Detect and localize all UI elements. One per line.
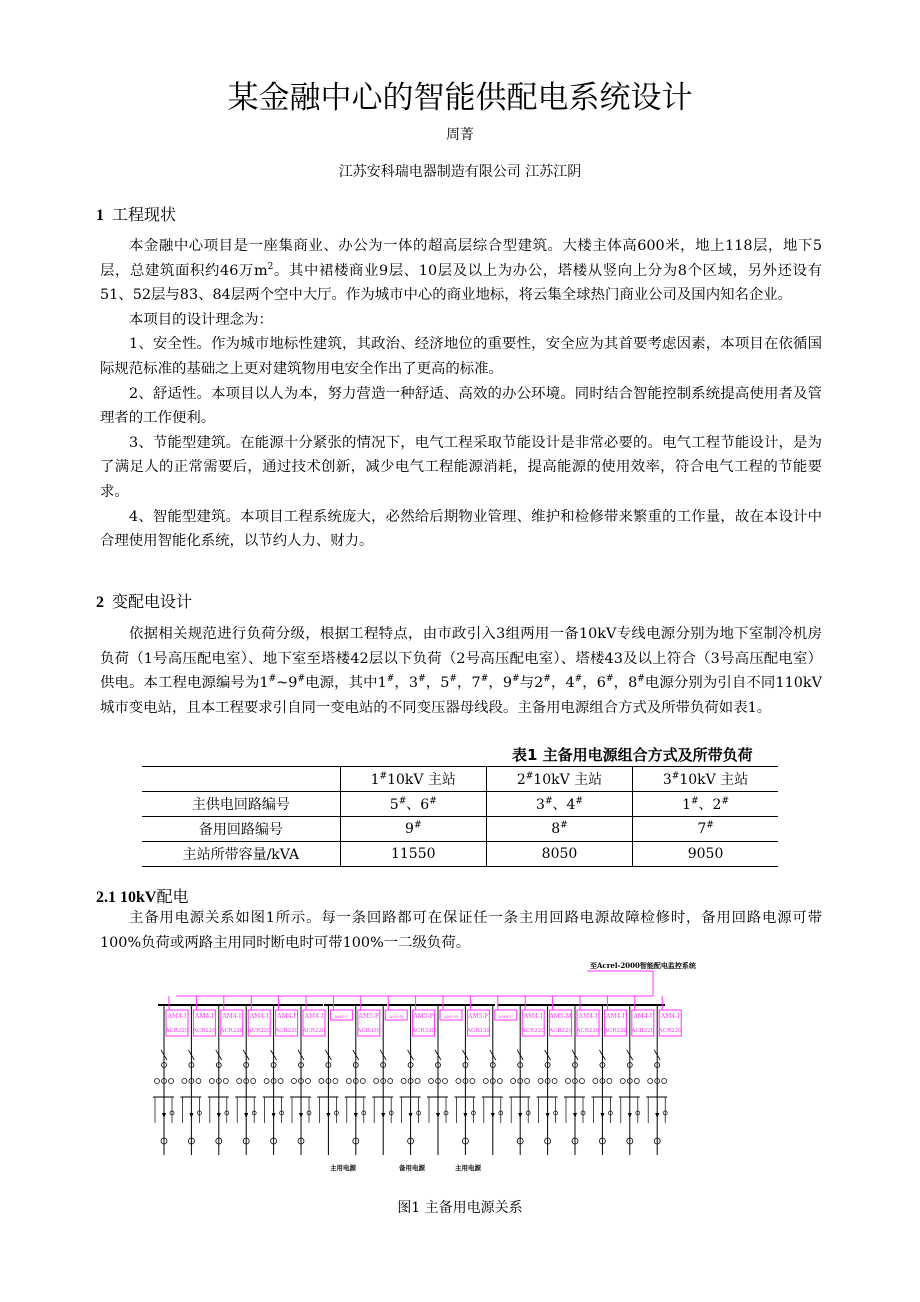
table-header: 1#10kV 主站 [340, 767, 486, 792]
ct-symbol [196, 1079, 201, 1084]
ct-symbol [511, 1079, 516, 1084]
arrester-symbol [326, 1113, 330, 1118]
paragraph [100, 234, 822, 308]
table-cell: 1#、2# [633, 792, 778, 817]
paragraph [100, 622, 822, 720]
arrester-symbol [299, 1113, 303, 1118]
table-cell: 9# [340, 817, 486, 842]
meter-model: ACR220 [576, 1028, 600, 1034]
arrester-symbol [189, 1113, 193, 1118]
arrester-symbol [628, 1113, 632, 1118]
table-cell: 7# [633, 817, 778, 842]
ct-symbol [470, 1079, 475, 1084]
section-2-body [100, 622, 822, 720]
paragraph: 3、节能型建筑。在能源十分紧张的情况下，电气工程采取节能设计是非常必要的。电气工程节能设计，是为了满足人的正常需要后，通过技术创新，减少电气工程能源消耗，提高能源的使用效率，符合电气工程的节能要求。 [100, 434, 822, 500]
ct-symbol [607, 1079, 612, 1084]
section-number: 2.1 10kV [96, 889, 157, 906]
table-header: 2#10kV 主站 [486, 767, 632, 792]
sup: # [449, 674, 457, 685]
sup: # [418, 674, 426, 685]
table-cell: 9050 [633, 842, 778, 867]
meter-model: AM5-F [413, 1013, 434, 1020]
table-row [142, 817, 778, 842]
table-cell: 11550 [340, 842, 486, 867]
table-cell: 主供电回路编号 [142, 792, 340, 817]
text: ，3 [394, 675, 419, 692]
arrester-symbol [546, 1113, 550, 1118]
table-caption: 表1 主备用电源组合方式及所带负荷 [512, 746, 753, 764]
text: ，4 [550, 675, 575, 692]
section-2-1-body [100, 906, 822, 955]
ct-symbol [497, 1079, 502, 1084]
text: 。其中裙楼商业9层、10层及以上为办公，塔楼从竖向上分为8个区域，另外还设有51、52层与83、84层两个空中大厅。作为城市中心的商业地标，将云集全球热门商业公司及国内知名企业。 [100, 262, 822, 304]
sup: # [605, 674, 614, 685]
table-cell: 8050 [486, 842, 632, 867]
meter-model: ACR220 [631, 1028, 655, 1034]
sup: # [574, 674, 583, 685]
arrester-symbol [381, 1113, 385, 1118]
text: ，6 [582, 675, 606, 692]
sup: # [512, 674, 520, 685]
source-label: 备用电源 [399, 1164, 425, 1172]
section-number: 1 [96, 207, 104, 224]
ct-symbol [648, 1079, 653, 1084]
ct-symbol [620, 1079, 625, 1084]
meter-model: AM5-M [549, 1013, 572, 1020]
meter-model: ACR330 [412, 1028, 436, 1034]
arrester-symbol [244, 1113, 248, 1118]
ct-symbol [580, 1079, 585, 1084]
meter-model: ACR220 [603, 1028, 627, 1034]
meter-model: AM4-I [523, 1013, 543, 1020]
text: 电源，其中1 [304, 675, 387, 692]
paper-title: 某金融中心的智能供配电系统设计 [227, 80, 693, 116]
power-source-diagram [150, 955, 780, 1185]
sup: # [268, 674, 277, 685]
ct-symbol [306, 1079, 311, 1084]
section-1-body [100, 234, 822, 554]
arrester-symbol [217, 1113, 221, 1118]
section-title: 配电 [156, 887, 189, 906]
meter-model: AM4-I [578, 1013, 598, 1020]
arrester-symbol [162, 1113, 166, 1118]
ct-symbol [415, 1079, 420, 1084]
ct-symbol [483, 1079, 488, 1084]
ct-symbol [456, 1079, 461, 1084]
ct-symbol [278, 1079, 283, 1084]
meter-model: AM5-F [358, 1013, 380, 1020]
source-label: 主用电源 [455, 1164, 481, 1172]
meter-model: ACR220 [549, 1028, 573, 1034]
ct-symbol [223, 1079, 228, 1084]
meter-model: ACR220 [165, 1028, 189, 1034]
table-cell: 5#、6# [340, 792, 486, 817]
figure-caption: 图1 主备用电源关系 [397, 1200, 523, 1216]
meter-model: ACR220 [658, 1028, 682, 1034]
ct-symbol [429, 1079, 434, 1084]
text: ，9 [488, 675, 512, 692]
section-title: 工程现状 [112, 205, 177, 224]
meter-model: ACR220 [275, 1028, 299, 1034]
author: 周菁 [446, 127, 474, 143]
ct-symbol [169, 1079, 174, 1084]
ct-symbol [319, 1079, 324, 1084]
superscript: 2 [267, 261, 274, 272]
text: ~9 [276, 675, 298, 692]
meter-model: AM4-I [304, 1013, 324, 1020]
table-header-row [142, 767, 778, 792]
arrester-symbol [272, 1113, 276, 1118]
ct-symbol [292, 1079, 297, 1084]
arrester-symbol [463, 1113, 467, 1118]
ct-symbol [182, 1079, 187, 1084]
affiliation: 江苏安科瑞电器制造有限公司 江苏江阴 [338, 164, 582, 180]
table-header [142, 767, 340, 792]
ct-symbol [346, 1079, 351, 1084]
table-cell: 8# [486, 817, 632, 842]
arrester-symbol [518, 1113, 522, 1118]
meter-model: AM4-U [498, 1014, 513, 1019]
ct-symbol [525, 1079, 530, 1084]
paragraph: 2、舒适性。本项目以人为本，努力营造一种舒适、高效的办公环境。同时结合智能控制系统提高使用者及管理者的工作便利。 [100, 385, 822, 427]
arrester-symbol [409, 1113, 413, 1118]
table-row [142, 792, 778, 817]
meter-model: AM4-I [195, 1013, 214, 1020]
meter-model: ACR330 [357, 1028, 381, 1034]
ct-symbol [360, 1079, 365, 1084]
arrester-symbol [573, 1113, 577, 1118]
ct-symbol [209, 1079, 214, 1084]
meter-model: ACR220 [521, 1028, 545, 1034]
text: ，5 [425, 675, 450, 692]
ct-symbol [662, 1079, 667, 1084]
text: ，7 [456, 675, 481, 692]
sup: # [297, 674, 305, 685]
source-label: 主用电源 [330, 1164, 356, 1172]
table-row [142, 842, 778, 867]
sup: # [480, 674, 489, 685]
meter-model: AM4-I [606, 1013, 625, 1020]
meter-model: AM4-I [167, 1013, 187, 1020]
ct-symbol [237, 1079, 242, 1084]
meter-model: ACR220 [302, 1028, 326, 1034]
sup: # [543, 674, 551, 685]
meter-model: AM5-B [444, 1014, 458, 1019]
paragraph: 主备用电源关系如图1所示。每一条回路都可在保证任一条主用回路电源故障检修时，备用回路电源可带100%负荷或两路主用同时断电时可带100%一二级负荷。 [100, 910, 822, 951]
arrester-symbol [436, 1113, 440, 1118]
text: 电源分别为引自不同110kV城市变电站，且本工程要求引自同一变电站的不同变压器母线段。主备用电源组合方式及所带负荷如表1。 [100, 675, 822, 716]
meter-model: AM5-B [389, 1014, 404, 1019]
ct-symbol [634, 1079, 639, 1084]
ct-symbol [538, 1079, 543, 1084]
meter-model: AM4-I [633, 1013, 653, 1020]
section-1-heading [96, 202, 176, 225]
table-cell: 3#、4# [486, 792, 632, 817]
ct-symbol [264, 1079, 269, 1084]
text: ，8 [613, 675, 638, 692]
arrester-symbol [491, 1113, 495, 1118]
meter-model: AM4-I [249, 1013, 269, 1020]
meter-model: ACR220 [192, 1028, 216, 1034]
meter-model: AM4-I [660, 1013, 680, 1020]
ct-symbol [401, 1079, 406, 1084]
section-2-1-heading [96, 884, 188, 907]
table-header: 3#10kV 主站 [633, 767, 778, 792]
meter-model: ACR330 [466, 1028, 490, 1034]
text: 依据相关规范进行负荷分级，根据工程特点，由市政引入3组两用一备10kV专线电源分别为地下室制冷机房负荷（1号高压配电室）、地下室至塔楼42层以下负荷（2号高压配电室）、塔楼43及以上符合（3号高压配电室）供电。本工程电源编号为1 [100, 626, 822, 692]
section-2-heading [96, 589, 192, 612]
text: 与2 [519, 675, 544, 692]
power-source-table [142, 766, 778, 867]
table-cell: 主站所带容量/kVA [142, 842, 340, 867]
ct-symbol [443, 1079, 448, 1084]
table-cell: 备用回路编号 [142, 817, 340, 842]
meter-model: AM4-U [334, 1014, 349, 1019]
ct-symbol [552, 1079, 557, 1084]
ct-symbol [374, 1079, 379, 1084]
ct-symbol [566, 1079, 571, 1084]
arrester-symbol [354, 1113, 358, 1118]
ct-symbol [593, 1079, 598, 1084]
text: 本金融中心项目是一座集商业、办公为一体的超高层综合型建筑。大楼主体高600米，地上118层，地下5层，总建筑面积约46万m [100, 238, 822, 279]
section-title: 变配电设计 [112, 592, 193, 611]
ct-symbol [155, 1079, 160, 1084]
meter-model: ACR220 [220, 1028, 244, 1034]
ct-symbol [333, 1079, 338, 1084]
paragraph: 本项目的设计理念为： [129, 311, 273, 328]
arrester-symbol [655, 1113, 659, 1118]
section-number: 2 [96, 594, 104, 611]
meter-model: AM4-I [277, 1013, 296, 1020]
paragraph: 4、智能型建筑。本项目工程系统庞大，必然给后期物业管理、维护和检修带来繁重的工作量，故在本设计中合理使用智能化系统，以节约人力、财力。 [100, 508, 822, 550]
sup: # [386, 674, 395, 685]
ct-symbol [251, 1079, 256, 1084]
arrester-symbol [600, 1113, 604, 1118]
meter-model: AM4-I [222, 1013, 242, 1020]
meter-model: AM5-F [468, 1013, 489, 1020]
paragraph: 1、安全性。作为城市地标性建筑，其政治、经济地位的重要性，安全应为其首要考虑因素，本项目在依循国际规范标准的基础之上更对建筑物用电安全作出了更高的标准。 [100, 336, 822, 377]
sup: # [637, 674, 645, 685]
monitoring-system-label: 至Acrel-2000智能配电监控系统 [590, 961, 696, 970]
ct-symbol [388, 1079, 393, 1084]
meter-model: ACR220 [247, 1028, 271, 1034]
